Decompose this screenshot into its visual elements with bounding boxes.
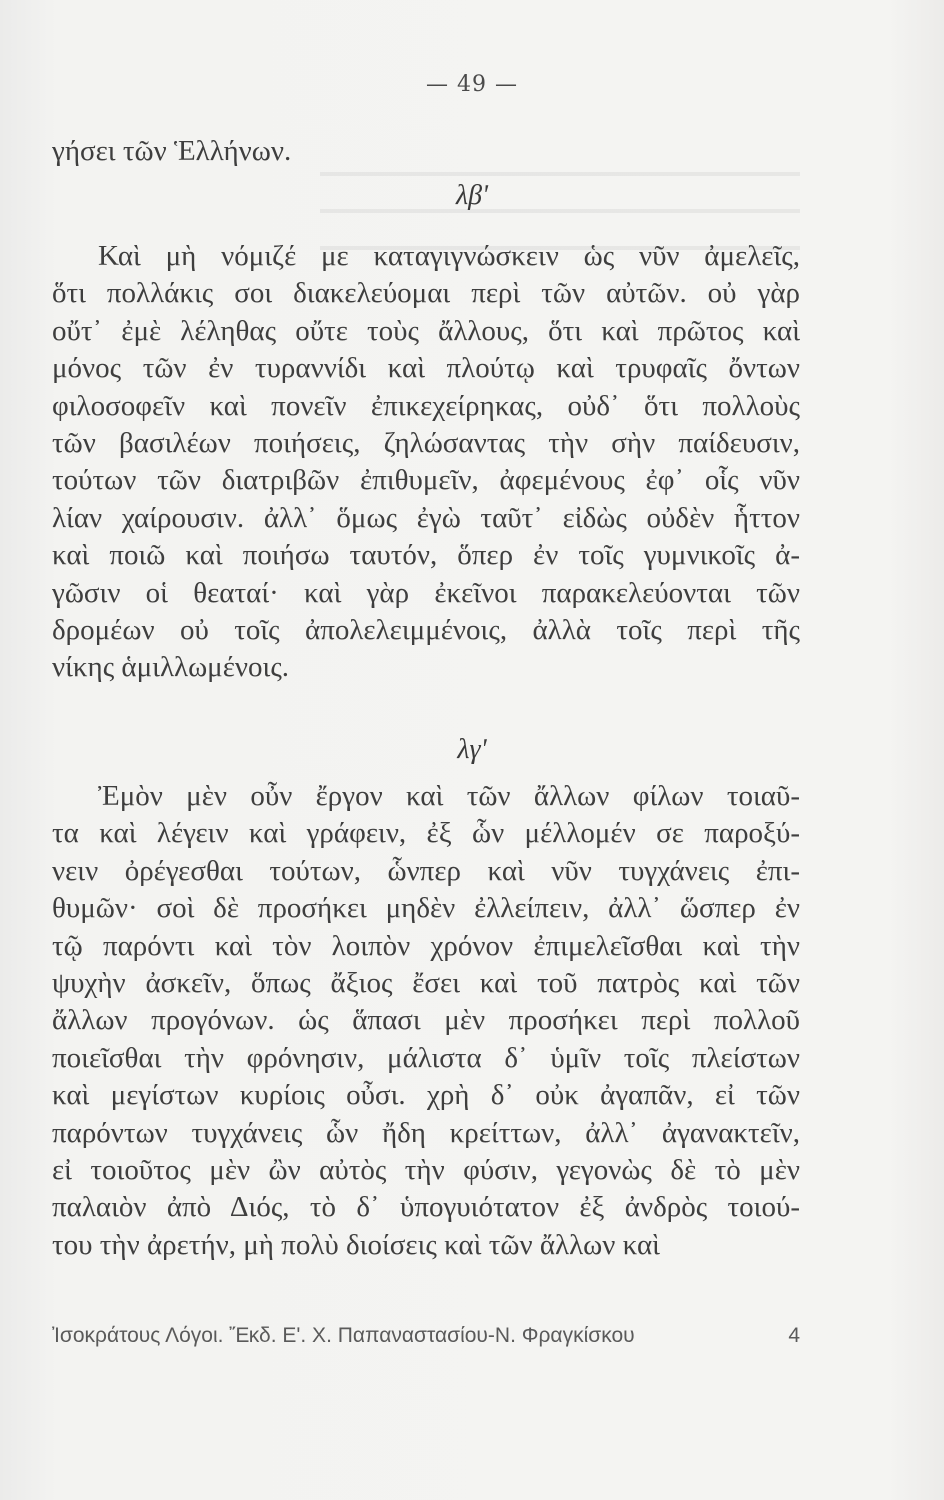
- text-line: λίαν χαίρουσιν. ἀλλ᾽ ὅμως ἐγὼ ταῦτ᾽ εἰδὼς οὐδὲν ἧττον: [52, 501, 800, 534]
- text-line: νίκης ἁμιλλωμένοις.: [52, 651, 290, 684]
- text-line: του τὴν ἀρετήν, μὴ πολὺ διοίσεις καὶ τῶν ἄλλων καὶ: [52, 1228, 660, 1261]
- intro-line: γήσει τῶν Ἑλλήνων.: [52, 135, 292, 167]
- text-line: μόνος τῶν ἐν τυραννίδι καὶ πλούτῳ καὶ τρυφαῖς ὄντων: [52, 352, 800, 385]
- text-line: εἰ τοιοῦτος μὲν ὢν αὐτὸς τὴν φύσιν, γεγονὼς δὲ τὸ μὲν: [52, 1153, 800, 1186]
- text-line: ἄλλων προγόνων. ὡς ἅπασι μὲν προσήκει περὶ πολλοῦ: [52, 1004, 800, 1037]
- text-line: τῷ παρόντι καὶ τὸν λοιπὸν χρόνον ἐπιμελεῖσθαι καὶ τὴν: [52, 929, 800, 962]
- section-32-body: [52, 238, 800, 687]
- section-32-heading: λβʹ: [455, 180, 489, 211]
- text-line: Καὶ μὴ νόμιζέ με καταγιγνώσκειν ὡς νῦν ἀμελεῖς,: [98, 240, 800, 272]
- page-number: — 49 —: [426, 72, 518, 97]
- text-line: καὶ ποιῶ καὶ ποιήσω ταυτόν, ὅπερ ἐν τοῖς γυμνικοῖς ἀ-: [52, 539, 800, 572]
- text-line: γῶσιν οἱ θεαταί· καὶ γὰρ ἐκεῖνοι παρακελεύονται τῶν: [52, 576, 800, 609]
- text-line: τούτων τῶν διατριβῶν ἐπιθυμεῖν, ἀφεμένους ἐφ᾽ οἷς νῦν: [52, 464, 800, 497]
- footer-signature: Ἰσοκράτους Λόγοι. Ἔκδ. Εʹ. Χ. Παπαναστασίου-Ν. Φραγκίσκου: [52, 1324, 635, 1347]
- text-line: παρόντων τυγχάνεις ὧν ἤδη κρείττων, ἀλλ᾽ ἀγανακτεῖν,: [52, 1116, 800, 1149]
- text-line: ψυχὴν ἀσκεῖν, ὅπως ἄξιος ἔσει καὶ τοῦ πατρὸς καὶ τῶν: [52, 966, 800, 999]
- sheet-signature-footer: [52, 1324, 800, 1348]
- text-line: δρομέων οὐ τοῖς ἀπολελειμμένοις, ἀλλὰ τοῖς περὶ τῆς: [52, 613, 800, 646]
- intro-text: [52, 133, 800, 170]
- text-line: ποιεῖσθαι τὴν φρόνησιν, μάλιστα δ᾽ ὑμῖν τοῖς πλείστων: [52, 1041, 800, 1074]
- text-line: τῶν βασιλέων ποιήσεις, ζηλώσαντας τὴν σὴν παίδευσιν,: [52, 426, 800, 459]
- text-line: καὶ μεγίστων κυρίοις οὖσι. χρὴ δ᾽ οὐκ ἀγαπᾶν, εἰ τῶν: [52, 1079, 800, 1112]
- text-line: φιλοσοφεῖν καὶ πονεῖν ἐπικεχείρηκας, οὐδ᾽ ὅτι πολλοὺς: [52, 389, 800, 422]
- text-line: θυμῶν· σοὶ δὲ προσήκει μηδὲν ἐλλείπειν, ἀλλ᾽ ὥσπερ ἐν: [52, 892, 800, 925]
- section-33-body: [52, 778, 800, 1264]
- text-line: νειν ὀρέγεσθαι τούτων, ὧνπερ καὶ νῦν τυγχάνεις ἐπι-: [52, 854, 800, 887]
- text-line: παλαιὸν ἀπὸ Διός, τὸ δ᾽ ὑπογυιότατον ἐξ ἀνδρὸς τοιού-: [52, 1191, 800, 1224]
- footer-sheet-number: 4: [788, 1324, 800, 1347]
- text-line: οὔτ᾽ ἐμὲ λέληθας οὔτε τοὺς ἄλλους, ὅτι καὶ πρῶτος καὶ: [52, 314, 800, 347]
- text-line: Ἐμὸν μὲν οὖν ἔργον καὶ τῶν ἄλλων φίλων τοιαῦ-: [98, 780, 800, 812]
- text-line: τα καὶ λέγειν καὶ γράφειν, ἐξ ὧν μέλλομέν σε παροξύ-: [52, 817, 800, 850]
- section-33-heading: λγʹ: [457, 734, 487, 765]
- text-line: ὅτι πολλάκις σοι διακελεύομαι περὶ τῶν αὐτῶν. οὐ γὰρ: [52, 277, 800, 310]
